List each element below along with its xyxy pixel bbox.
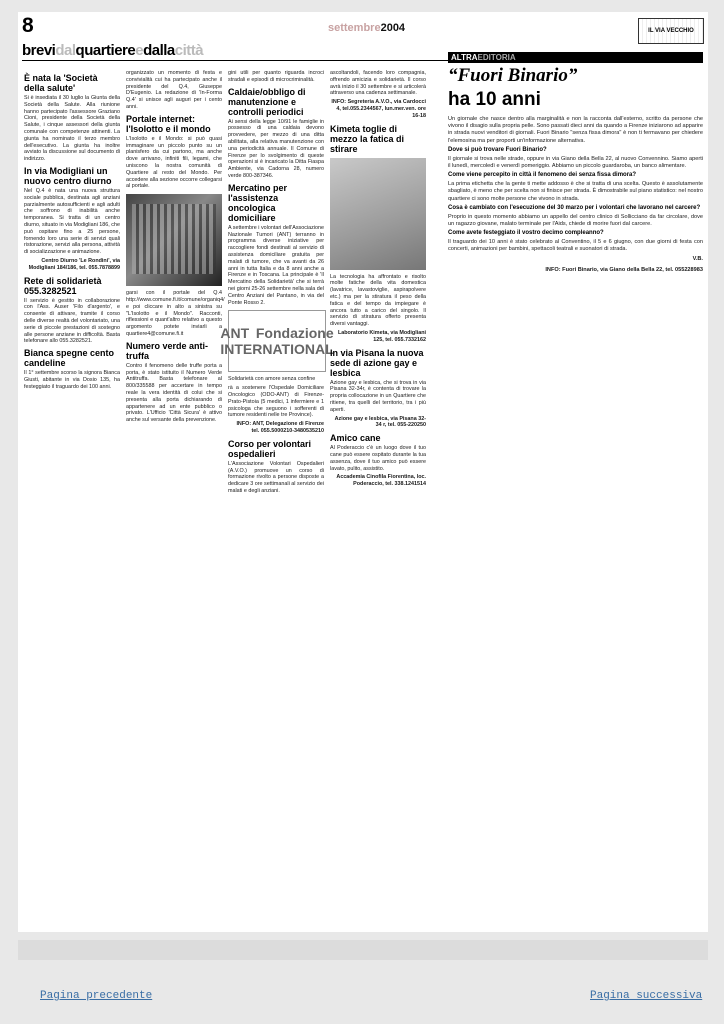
article-title: Caldaie/obbligo di manutenzione e controlli periodici (228, 86, 306, 117)
newspaper-page (18, 12, 708, 932)
page-divider (18, 940, 708, 960)
ironing-photo (330, 158, 426, 270)
article-title: In via Modigliani un nuovo centro diurno (24, 165, 112, 186)
article-body: Un giornale che nasce dentro alla marginalità e non la racconta dall'esterno, scritto da persone che vivono il disagio sulla propria pelle. Sono passati dieci anni da quando a Firenze iniziarono ad apparire in strada nuovi venditori di giornali. Fuori Binario "senza fissa dimora" è non ti fermavano per chiedere l'elemosina ma per proporti un'informazione alternativa. (448, 116, 703, 144)
article-title: Amico cane (330, 433, 381, 444)
feature-title: “Fuori Binario” (448, 65, 578, 86)
column-4 (330, 70, 426, 830)
column-3 (220, 70, 334, 830)
article-body: garsi con il portale del Q.4 http://www.comune.fi.it/comune/organiq4/ e poi cliccare in alto a sinistra su "L'Isolotto e il Mondo". Racconti, riflessioni e quant'altro relativo a questo argomento potete inviarli a quartiere4@comune.fi.it (126, 290, 225, 337)
article-source: Centro Diurno 'Le Rondini', via Modigliani 184/186, tel. 055.7878899 (28, 257, 120, 271)
feature-subtitle: ha 10 anni (448, 89, 541, 110)
article-body: Azione gay e lesbica, che si trova in via Pisana 32-34r, è contenta di trovare la propria collocazione in un Quartiere che ritiene, tra quelli del territorio, tra i più aperti. (330, 379, 426, 413)
article-title: Bianca spegne cento candeline (24, 348, 115, 369)
article-source: INFO: Segreteria A.V.O., via Cardocci 4, tel.055.2344567, lun.mer.ven. ore 16-18 (331, 99, 426, 119)
column-2 (126, 70, 225, 830)
article-body: Il servizio è gestito in collaborazione con l'Ass. Auser 'Filo d'argento', e consente di attivare, tramite il corso delle diverse realtà del volontariato, una serie di piccole prestazioni di sostegno alle persone anziane in difficoltà. Basta telefonare allo 055.3282521. (24, 297, 120, 345)
article-body: L'Isolotto e il Mondo: si può quasi immaginare un piccolo punto su un planisfero da cui partono, ma anche dove arrivano, infiniti fili, legami, che uniscono la nostra comunità di Quartiere al resto del Mondo. Per accedere alla sezione occorre collegarsi al portale. (126, 135, 222, 190)
article-body: La prima etichetta che la gente ti mette addosso è che si tratta di una scelta. Questo è assolutamente sbagliato, è meno che per scelta non si finisce per strada. È dimostrabile sul piano statistico: nel nostro quartiere ci sono molte persone che vivono in strada. (448, 181, 703, 202)
article-body: ascoltandoli, facendo loro compagnia, offrendo amicizia e solidarietà. Il corso avrà inizio il 30 settembre e si articolerà attraverso una cadenza settimanale. (330, 70, 426, 97)
article-title: Corso per volontari ospedalieri (228, 438, 312, 459)
issue-date: settembre2004 (328, 22, 406, 34)
question: Cosa è cambiato con l'esecuzione del 30 marzo per i volontari che lavorano nel carcere? (448, 204, 701, 211)
article-body: organizzato un momento di festa e convivialità cui ha partecipato anche il presidente del Q.4, Giuseppe D'Eugenio. La redazione di 'In-Forma Q.4' si unisce agli auguri per i cento anni. (126, 70, 222, 110)
question: Dove si può trovare Fuori Binario? (448, 146, 547, 153)
author-signature: V.B. (692, 255, 703, 262)
article-body: La tecnologia ha affrontato e risolto molte fatiche della vita domestica (lavatrice, lavastoviglie, aspirapolvere etc.) ma per la stiratura il peso della fatica e del tempo da impiegare è ancora tutto a carico del singolo. Il servizio di stiratura offerto presenta diversi vantaggi. (330, 273, 426, 328)
article-body: Nel Q.4 è nata una nuova struttura sociale pubblica, destinata agli anziani parzialmente autosufficienti e agli adulti che soffrono di inabilità anche temporanea. Si tratta di un centro diurno, situato in via Modigliani 186, che può ospitare fino a 25 persone, fornendo loro una serie di servizi quali ristorazione, servizi alla persona, attività di socializzazione e animazione. (24, 187, 120, 256)
article-source: Azione gay e lesbica, via Pisana 32-34 r, tel. 055-220250 (334, 415, 426, 429)
article-body: Proprio in questo momento abbiamo un appello del centro clinico di Sollicciano da far circolare, dove un ragazzo giovane, malato terminale per l'Aids, chiede di morire fuori dal carcere. (448, 213, 703, 228)
article-body: Ai sensi della legge 10/91 le famiglie in possesso di una caldaia devono provvedere, per mezzo di una ditta abilitata, alla relativa manutenzione con una periodicità annuale. Il Comune di Firenze per lo svolgimento di queste operazioni si è incaricato la Ditta Fiaspa Ambiente, via Cadorna 28, numero verde 800-387346. (228, 118, 324, 179)
column-feature (448, 52, 703, 822)
article-source: Laboratorio Kimeta, via Modigliani 125, tel. 055.7332162 (337, 329, 426, 343)
article-body: Il traguardo dei 10 anni è stato celebrato al Conventino, il 5 e 6 giugno, con due giorni di festa con concerti, animazioni per bambini, spettacoli teatrali e suonatori di strada. (448, 239, 703, 253)
article-body: gini utili per quanto riguarda incroci stradali e episodi di microcriminalità. (228, 70, 324, 83)
article-body: Il giornale si trova nelle strade, oppure in via Giano della Bella 22, al nuovo Convennino. Siamo aperti il lunedì, mercoledì e venerdì pomeriggio. Abbiamo un piccolo guardaroba, un banco alimentare. (448, 155, 703, 170)
article-body: Al Poderaccio c'è un luogo dove il tuo cane può essere ospitato durante la tua assenza, dove il tuo amico può essere lavato, pulito, assistito. (330, 445, 426, 472)
article-title: Numero verde anti-truffa (126, 340, 209, 361)
article-title: Kimeta toglie di mezzo la fatica di stirare (330, 123, 405, 154)
question: Come avete festeggiato il vostro decimo compleanno? (448, 230, 604, 237)
article-body: Contro il fenomeno delle truffe porta a porta, è stato istituito il Numero Verde Antitruffa. Basta telefonare al 800/335588 per accertare in tempo reale la vera identità di colui che si presenta alla porta dichiarando di appartenere ad un ente pubblico o privato. L'Ufficio 'Città Sicura' è attivo anche sul versante della prevenzione. (126, 362, 222, 424)
article-title: Mercatino per l'assistenza oncologica domiciliare (228, 182, 288, 223)
article-body: A settembre i volontari dell'Associazione Nazionale Tumori (ANT) terranno in programma diverse iniziative per raccogliere fondi destinati al servizio di assistenza domiciliare gratuita per malati di tumore, che va avanti da 26 anni in tutta Italia e da 8 anni anche a Firenze e in Toscana. La principale è 'Il Mercatino della Solidarietà' che si terrà nei giorni 25-26 settembre nella sala del Centro Anziani del Pantano, in via del Ponte Rosso 2. (228, 224, 325, 306)
article-source: INFO: ANT, Delegazione di Firenze tel. 055.5000210-3480535210 (236, 421, 324, 434)
article-title: Rete di solidarietà 055.3282521 (24, 275, 102, 296)
article-title: Portale internet: l'Isolotto e il mondo (126, 113, 211, 134)
next-page-link[interactable]: Pagina successiva (590, 990, 703, 1002)
article-source: INFO: Fuori Binario, via Giano della Bella 22, tel. 055228983 (545, 266, 703, 273)
keyboard-photo (126, 194, 222, 286)
question: Come viene percepito in città il fenomeno dei senza fissa dimora? (448, 172, 637, 179)
article-source: Accademia Cinofila Fiorentina, loc. Poderaccio, tel. 338.1241514 (336, 474, 426, 488)
page-number: 8 (22, 14, 34, 37)
previous-page-link[interactable]: Pagina precedente (40, 990, 153, 1002)
article-title: È nata la 'Società della salute' (24, 73, 98, 93)
section-tag: ALTRAEDITORIA (448, 52, 703, 63)
section-brand: brevidalquartiereedallacittà (22, 42, 462, 61)
article-body: rà a sostenere l'Ospedale Domiciliare Oncologico (ODO-ANT) di Firenze-Prato-Pistoia (5 medici, 1 infermiere e 1 psicologa che seguono i sofferenti di tumore residenti nelle tre Province). (228, 385, 324, 419)
newspaper-logo: IL VIA VECCHIO (638, 18, 704, 44)
article-body: Il 1° settembre scorso la signora Bianca Giusti, abitante in via Dosio 135, ha festeggiato il traguardo dei 100 anni. (24, 370, 120, 390)
article-body: Si è insediata il 30 luglio la Giunta della Società della Salute. Alla riunione hanno partecipato l'assessore Graziano Cioni, presidente della Società della Salute, i cinque assessori della giunta comunale con competenze attinenti. La giunta ha nominato il terzo membro dell'esecutivo. La giunta ha inoltre avviato la discussione sul documento di indirizzo. (24, 95, 120, 163)
ant-logo: ANT Fondazione INTERNATIONAL (228, 310, 326, 372)
article-title: In via Pisana la nuova sede di azione gay e lesbica (330, 347, 424, 378)
article-body: L'Associazione Volontari Ospedalieri (A.V.O.) promuove un corso di formazione rivolto a persone disposte a dedicare 3 ore settimanali al servizio dei malati e degli anziani. (228, 460, 324, 494)
logo-caption: Solidarietà con amore senza confine (228, 376, 316, 383)
column-1 (24, 70, 120, 830)
